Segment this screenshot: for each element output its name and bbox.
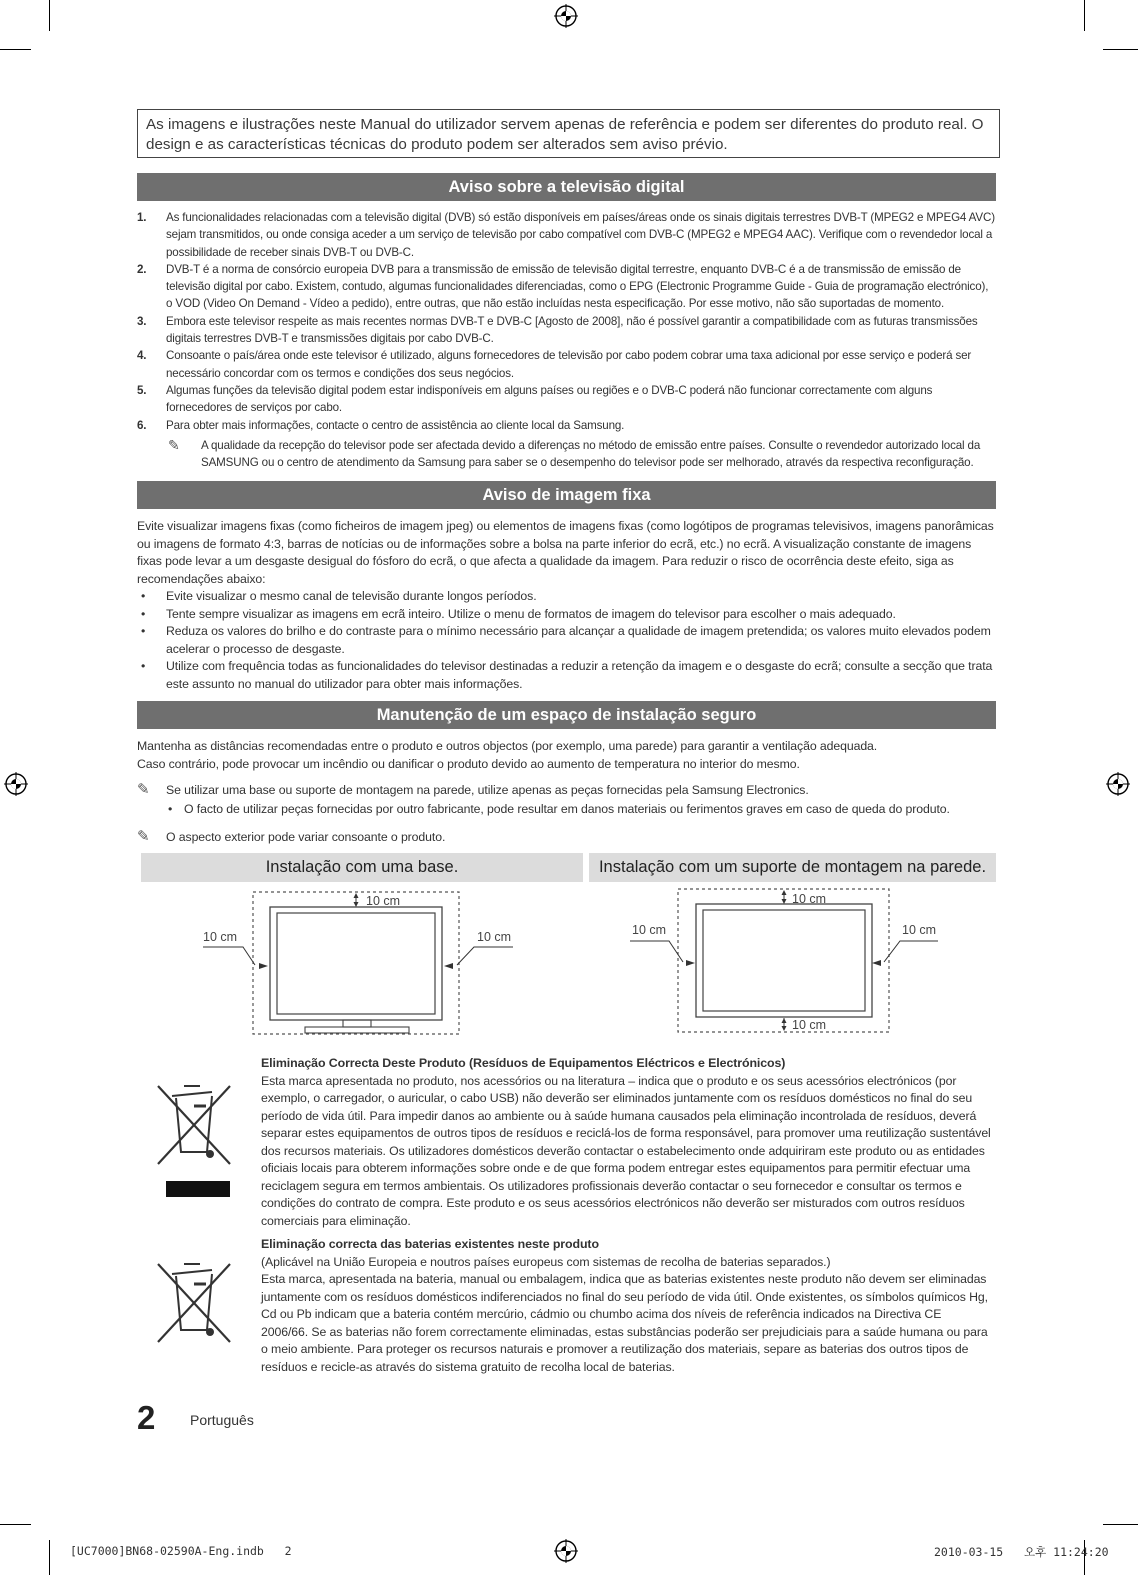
list-item (137, 261, 997, 313)
item-text: Para obter mais informações, contacte o centro de assistência ao cliente local da Samsung. (166, 418, 625, 432)
item-text: Consoante o país/área onde este televisor é utilizado, alguns fornecedores de televisão por cabo podem cobrar uma taxa adicional por esse serviço e poderá ser necessário concordar com os termos e condições dos seus negócios. (166, 349, 972, 380)
crop-mark (0, 1524, 31, 1525)
installation-intro-line: Mantenha as distâncias recomendadas entre o produto e outros objectos (por exemplo, uma parede) para garantir a ventilação adequada. (137, 739, 878, 753)
installation-note-2 (137, 828, 997, 847)
distance-label: 10 cm (203, 930, 238, 944)
list-item: • Evite visualizar o mesmo canal de televisão durante longos períodos. (141, 589, 537, 603)
item-text: As funcionalidades relacionadas com a televisão digital (DVB) só estão disponíveis em países/áreas onde os sinais digitais terrestres DVB-T (MPEG2 e MPEG4 AVC) sejam transmitidos, ou onde consiga aceder a um serviço de televisão por cabo compatível com DVB-C (MPEG2 e MPEG4 AAC). Verifique com o revendedor local a possibilidade de receber sinais DVB-T ou DVB-C. (166, 211, 995, 259)
registration-mark-icon (554, 4, 578, 28)
installation-note-1 (137, 781, 997, 800)
list-item (137, 313, 997, 348)
distance-label: 10 cm (366, 894, 401, 908)
battery-subtitle: (Aplicável na União Europeia e noutros países europeus com sistemas de recolha de baterias separados.) (261, 1254, 831, 1269)
item-number: 6. (137, 418, 147, 432)
bullet-text: Tente sempre visualizar as imagens em ecrã inteiro. Utilize o menu de formatos de imagem do televisor para escolher o mais adequado. (166, 606, 896, 621)
page-number: 2 (137, 1399, 156, 1436)
bullet-text: Evite visualizar o mesmo canal de televisão durante longos períodos. (166, 589, 537, 603)
still-image-intro: Evite visualizar imagens fixas (como ficheiros de imagem jpeg) ou elementos de imagens fixas (como logótipos de programas televisivos, imagens panorâmicas ou imagens de formato 4:3, barras de notícias ou de informações sobre a bolsa na parte inferior do ecrã, etc.) no ecrã. A visualização constante de imagens fixas pode levar a um desgaste desigual do fósforo do ecrã, o que afecta a qualidade da imagem. Para reduzir o risco de ocorrência deste efeito, siga as recomendações abaixo: (137, 519, 994, 586)
wall-installation-title: Instalação com um suporte de montagem na parede. (589, 853, 996, 882)
still-image-section (137, 518, 997, 693)
crop-mark (49, 1540, 50, 1575)
pencil-note-icon: ✎ (168, 436, 180, 453)
bullet-text: O facto de utilizar peças fornecidas por outro fabricante, pode resultar em danos materiais ou ferimentos graves em caso de queda do produto. (184, 802, 950, 816)
section-title-digital-tv: Aviso sobre a televisão digital (137, 173, 996, 201)
page-language: Português (190, 1412, 254, 1428)
note-text: Se utilizar uma base ou suporte de montagem na parede, utilize apenas as peças fornecidas pela Samsung Electronics. (166, 783, 809, 797)
note-text: A qualidade da recepção do televisor pode ser afectada devido a diferenças no método de emissão entre países. Consulte o revendedor autorizado local da SAMSUNG ou o centro de atendimento da Samsung para saber se o desempenho do televisor pode ser melhorado, através da respectiva reconfiguração. (201, 438, 981, 470)
wall-installation-diagram (625, 885, 945, 1035)
item-number: 4. (137, 349, 147, 363)
footer-timestamp: 2010-03-15 오후 11:24:20 (934, 1545, 1109, 1559)
list-item (137, 382, 997, 417)
distance-label: 10 cm (477, 930, 512, 944)
stand-installation-title: Instalação com uma base. (141, 853, 583, 882)
item-text: DVB-T é a norma de consórcio europeia DVB para a transmissão de emissão de televisão digital terrestre, enquanto DVB-C é a de transmissão de emissão de televisão digital por cabo. Existem, contudo, algumas funcionalidades diferenciadas, como o EPG (Electronic Programme Guide - Guia de programação electrónico), o VOD (Video On Demand - Vídeo a pedido), entre outras, que não estão incluídas nesta especificação. Por esse motivo, não são suportadas de momento. (166, 262, 989, 311)
list-item (137, 209, 997, 261)
footer-file-name: [UC7000]BN68-02590A-Eng.indb 2 (70, 1544, 292, 1558)
crop-mark (1103, 49, 1138, 50)
registration-mark-icon (554, 1539, 578, 1563)
registration-mark-icon (1106, 772, 1130, 796)
item-text: Algumas funções da televisão digital podem estar indisponíveis em alguns países ou regiões e o DVB-C poderá não funcionar correctamente com alguns fornecedores de serviços por cabo. (166, 383, 933, 415)
list-item (137, 417, 997, 434)
item-number: 1. (137, 211, 147, 224)
list-item: • Reduza os valores do brilho e do contraste para o mínimo necessário para alcançar a qualidade de imagem pretendida; os valores muito elevados podem acelerar o processo de desgaste. (141, 624, 991, 656)
installation-sub-bullet: • O facto de utilizar peças fornecidas por outro fabricante, pode resultar em danos materiais ou ferimentos graves em caso de queda do produto. (168, 802, 950, 816)
weee-text: Esta marca apresentada no produto, nos acessórios ou na literatura – indica que o produto e os seus acessórios electrónicos (por exemplo, o carregador, o auricular, o cabo USB) não deverão ser eliminados juntamente com os resíduos domésticos no final do seu período de vida útil. Para impedir danos ao ambiente ou à saúde humana causados pela eliminação incontrolada de resíduos, deverá separar estes equipamentos de outros tipos de resíduos e reciclá-los de forma responsável, para promover uma reutilização sustentável dos recursos materiais. Os utilizadores domésticos deverão contactar o estabelecimento onde adquiriram este produto ou as entidades oficiais locais para obterem informações sobre onde e de que forma podem entregar estes equipamentos para permitir efectuar uma reciclagem segura em termos ambientais. Os utilizadores profissionais deverão contactar o seu fornecedor e consultar os termos e condições do contrato de compra. Este produto e os seus acessórios electrónicos não deverão ser misturados com outros resíduos comerciais para eliminação. (261, 1073, 991, 1228)
item-number: 2. (137, 262, 147, 276)
installation-intro-line: Caso contrário, pode provocar um incêndio ou danificar o produto devido ao aumento de temperatura no interior do mesmo. (137, 756, 800, 771)
crop-mark (0, 49, 31, 50)
disclaimer-notice: As imagens e ilustrações neste Manual do utilizador servem apenas de referência e podem ser diferentes do produto real. O design e as características técnicas do produto podem ser alterados sem aviso prévio. (137, 109, 1000, 158)
battery-section (261, 1236, 991, 1376)
distance-label: 10 cm (792, 1018, 827, 1032)
distance-label: 10 cm (632, 923, 667, 937)
section-title-installation: Manutenção de um espaço de instalação seguro (137, 701, 996, 729)
stand-installation-diagram (195, 885, 525, 1035)
list-item: • Utilize com frequência todas as funcionalidades do televisor destinadas a reduzir a retenção da imagem e o desgaste do ecrã; consulte a secção que trata este assunto no manual do utilizador para obter mais informações. (141, 659, 993, 691)
pencil-note-icon: ✎ (137, 828, 150, 845)
installation-intro (137, 738, 997, 773)
pencil-note-icon: ✎ (137, 781, 150, 798)
list-item (137, 347, 997, 382)
item-number: 5. (137, 383, 147, 397)
crop-mark (49, 0, 50, 31)
registration-mark-icon (4, 772, 28, 796)
weee-section (261, 1055, 991, 1230)
section-title-still-image: Aviso de imagem fixa (137, 481, 996, 509)
crossed-out-wheelie-bin-icon (154, 1260, 234, 1346)
note-text: O aspecto exterior pode variar consoante o produto. (166, 830, 446, 844)
crossed-out-wheelie-bin-icon (154, 1082, 234, 1200)
crop-mark (1103, 1524, 1138, 1525)
item-number: 3. (137, 314, 147, 328)
reception-note (137, 437, 997, 472)
bullet-text: Utilize com frequência todas as funcionalidades do televisor destinadas a reduzir a retenção da imagem e o desgaste do ecrã; consulte a secção que trata este assunto no manual do utilizador para obter mais informações. (166, 659, 993, 691)
item-text: Embora este televisor respeite as mais recentes normas DVB-T e DVB-C [Agosto de 2008], não é possível garantir a compatibilidade com as futuras transmissões digitais terrestres DVB-T e transmissões digitais por cabo DVB-C. (166, 314, 978, 346)
list-item: • Tente sempre visualizar as imagens em ecrã inteiro. Utilize o menu de formatos de imagem do televisor para escolher o mais adequado. (141, 606, 896, 621)
distance-label: 10 cm (902, 923, 937, 937)
crop-mark (1084, 0, 1085, 31)
distance-label: 10 cm (792, 892, 827, 906)
battery-text: Esta marca, apresentada na bateria, manual ou embalagem, indica que as baterias existentes neste produto não devem ser eliminadas juntamente com os resíduos domésticos indiferenciados no final do seu período de vida útil. Onde existentes, os símbolos químicos Hg, Cd ou Pb indicam que a bateria contém mercúrio, cádmio ou chumbo acima dos níveis de referência indicados na Directiva CE 2006/66. Se as baterias não forem correctamente eliminadas, estas substâncias poderão ser prejudiciais para a saúde humana ou para o meio ambiente. Para proteger os recursos naturais e promover a reutilização dos materiais, separe as baterias dos outros tipos de resíduos e recicle-as através do sistema gratuito de recolha local de baterias. (261, 1272, 988, 1374)
battery-title: Eliminação correcta das baterias existentes neste produto (261, 1237, 599, 1251)
weee-title: Eliminação Correcta Deste Produto (Resíduos de Equipamentos Eléctricos e Electrónicos) (261, 1056, 786, 1070)
digital-tv-list (137, 209, 997, 471)
bullet-text: Reduza os valores do brilho e do contraste para o mínimo necessário para alcançar a qualidade de imagem pretendida; os valores muito elevados podem acelerar o processo de desgaste. (166, 624, 991, 656)
